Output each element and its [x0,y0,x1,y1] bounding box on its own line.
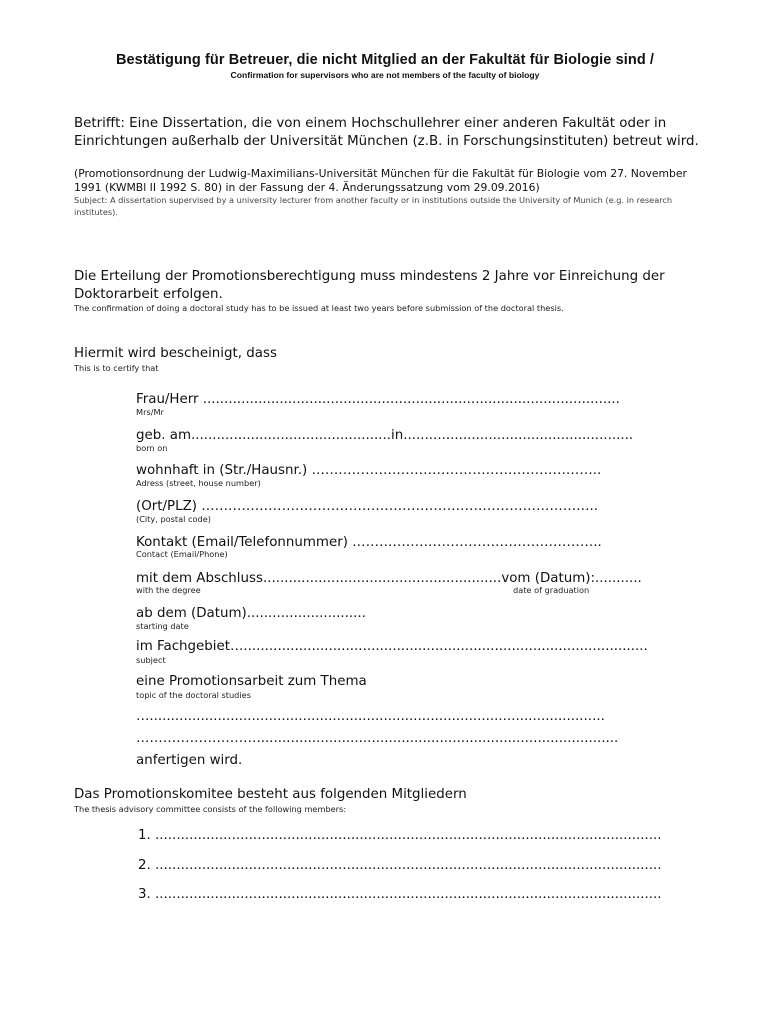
birth-field-caption: born on [136,443,168,453]
notice-paragraph: Die Erteilung der Promotionsberechtigung muss mindestens 2 Jahre vor Einreichung der Doktorarbeit erfolgen. [74,269,665,302]
subject-field-caption: subject [136,655,166,665]
thesis-topic-line-1[interactable]: …........................................................................................................... [136,709,605,724]
subject-english: Subject: A dissertation supervised by a university lecturer from another faculty or in institutions outside the University of Munich (e.g. in research institutes). [74,195,673,217]
name-field-caption: Mrs/Mr [136,407,164,417]
subject-paragraph: Betrifft: Eine Dissertation, die von einem Hochschullehrer einer anderen Fakultät oder in Einrichtungen außerhalb der Universität München (z.B. in Forschungsinstituten) betreut wird. [74,116,699,149]
thesis-topic-label: eine Promotionsarbeit zum Thema [136,674,367,689]
graduation-date-caption: date of graduation [513,585,590,595]
contact-field[interactable]: Kontakt (Email/Telefonnummer) ……………………………………………….. [136,535,602,550]
degree-field[interactable]: mit dem Abschluss........................................................vom (Datum):........... [136,571,642,586]
thesis-topic-caption: topic of the doctoral studies [136,690,251,700]
committee-member-3[interactable]: 3. ....................................................................................................................... [138,887,662,902]
certify-english: This is to certify that [74,363,159,373]
committee-heading: Das Promotionskomitee besteht aus folgenden Mitgliedern [74,787,467,802]
subject-field[interactable]: im Fachgebiet…............................................................................................... [136,639,648,654]
committee-english: The thesis advisory committee consists of the following members: [74,804,347,814]
notice-english: The confirmation of doing a doctoral study has to be issued at least two years before submission of the doctoral thesis. [74,303,564,313]
city-field-caption: (City, postal code) [136,514,211,524]
city-field[interactable]: (Ort/PLZ) …………………………………………………………………………….. [136,499,599,514]
name-field[interactable]: Frau/Herr .................................................................................................. [136,392,620,407]
thesis-topic-line-2[interactable]: ………………………..................................................................................... [136,731,619,746]
address-field-caption: Adress (street, house number) [136,478,261,488]
start-date-field[interactable]: ab dem (Datum)............................ [136,606,366,621]
committee-member-2[interactable]: 2. ....................................................................................................................... [138,858,662,873]
contact-field-caption: Contact (Email/Phone) [136,549,228,559]
address-field[interactable]: wohnhaft in (Str./Hausnr.) ……………………………………………………….. [136,463,602,478]
regulation-reference: (Promotionsordnung der Ludwig-Maximilians-Universität München für die Fakultät für Biologie vom 27. November 1991 (KWMBl II 1992 S. 80) in der Fassung der 4. Änderungssatzung vom 29.09.2016) [74,167,687,194]
birth-field[interactable]: geb. am...............................................in...................................................... [136,428,634,443]
closing-text: anfertigen wird. [136,753,243,768]
committee-member-1[interactable]: 1. ....................................................................................................................... [138,828,662,843]
document-title: Bestätigung für Betreuer, die nicht Mitglied an der Fakultät für Biologie sind / [115,52,655,68]
degree-field-caption: with the degree [136,585,201,595]
start-date-caption: starting date [136,621,189,631]
certify-heading: Hiermit wird bescheinigt, dass [74,346,277,361]
document-subtitle: Confirmation for supervisors who are not members of the faculty of biology [230,70,540,80]
